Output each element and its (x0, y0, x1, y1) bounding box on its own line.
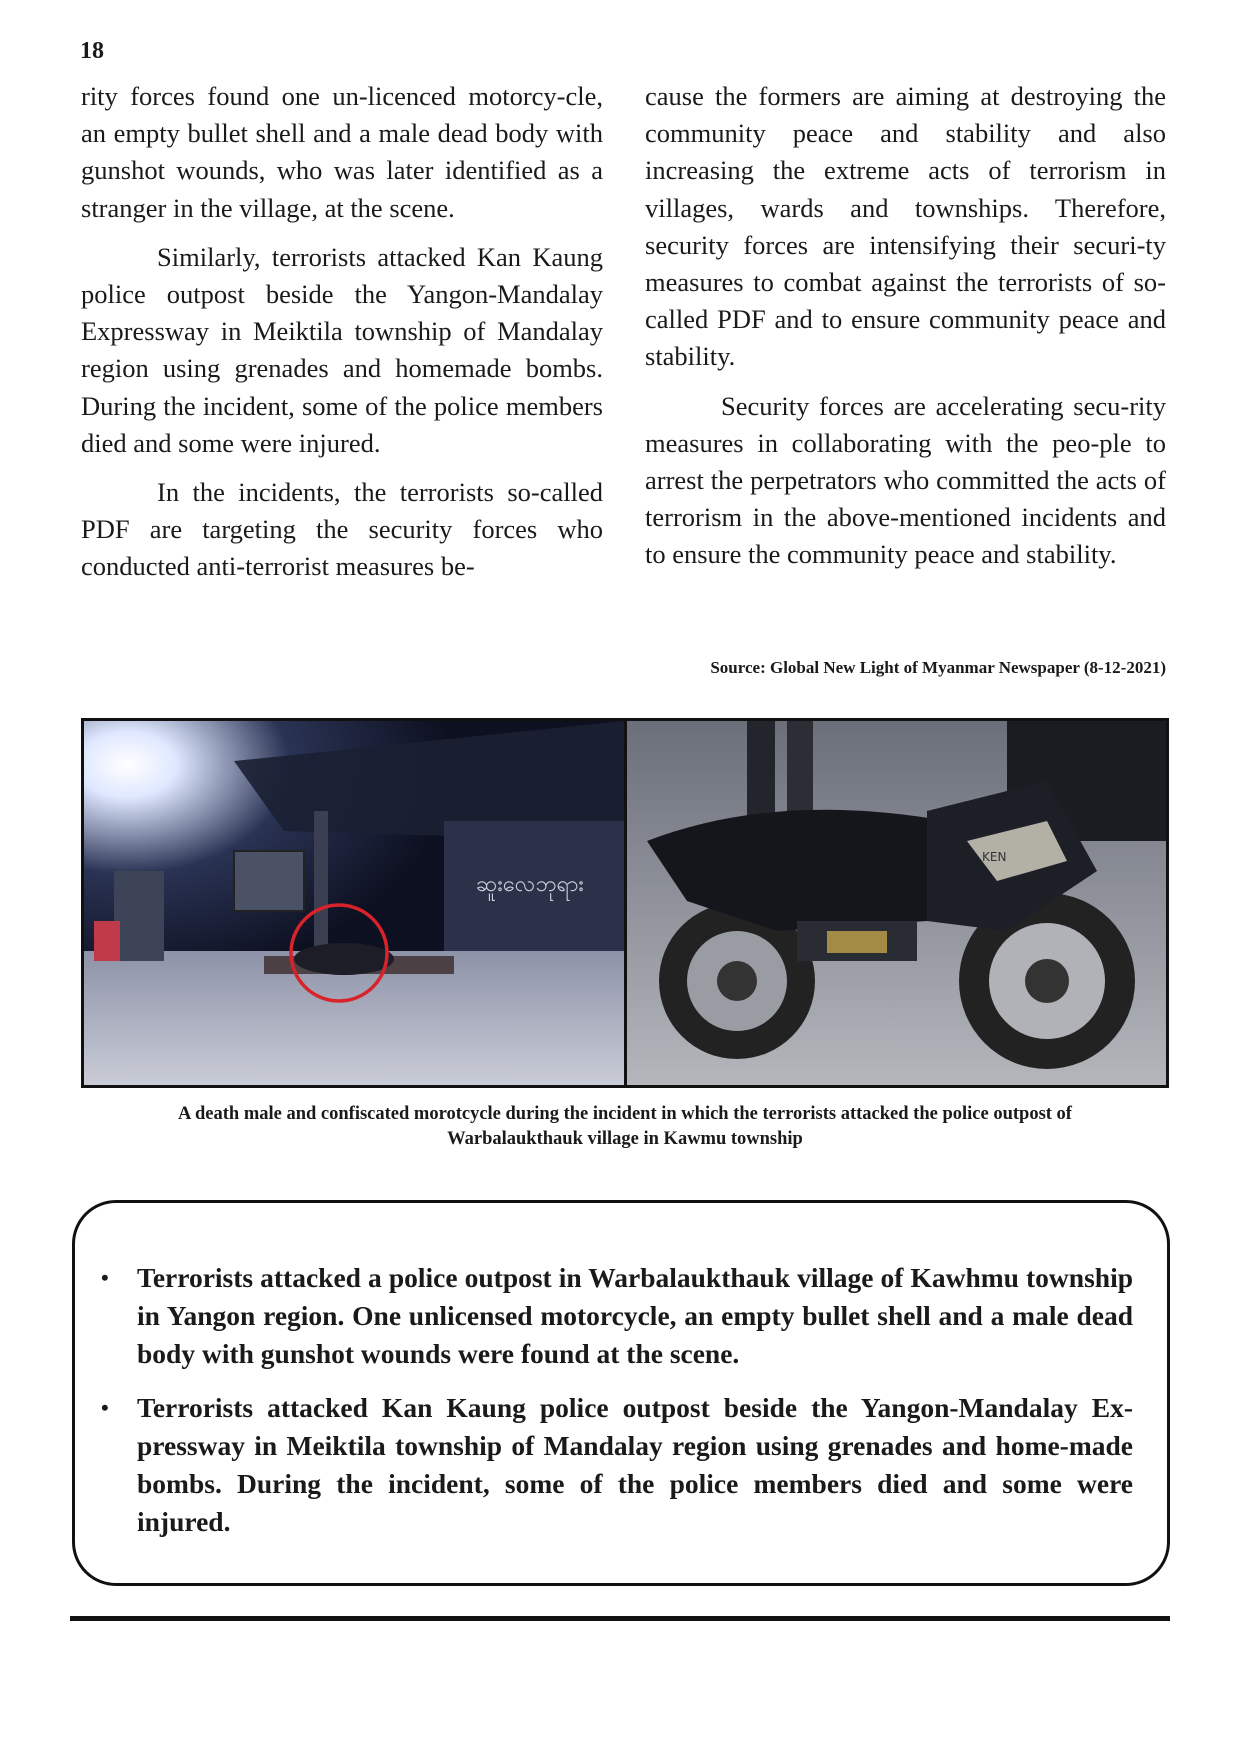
summary-item-text: Terrorists attacked a police outpost in Warbalaukthauk village of Kawhmu township in Yangon region. One unlicensed motorcycle, an empty bullet shell and a male dead body with gunshot wounds were found at the scene. (137, 1262, 1133, 1369)
wall-text: ဆူးလေဘုရား (476, 872, 584, 897)
summary-box (72, 1200, 1170, 1586)
left-paragraph-2: Similarly, terrorists attacked Kan Kaung police outpost beside the Yangon-Mandalay Expressway in Meiktila township of Mandalay region using grenades and homemade bombs. During the incident, some of the police members died and some were injured. (81, 241, 603, 458)
scene-photo (84, 721, 627, 1085)
left-paragraph-3: In the incidents, the terrorists so-called PDF are targeting the security forces who conducted anti-terrorist measures be- (81, 477, 603, 582)
summary-item-text: Terrorists attacked Kan Kaung police outpost beside the Yangon-Mandalay Ex-pressway in Meiktila township of Mandalay region using grenades and home-made bombs. During the incident, some of the police members died and some were injured. (137, 1392, 1133, 1537)
caption-line-2: Warbalaukthauk village in Kawmu township (447, 1129, 803, 1149)
summary-list (101, 1259, 1133, 1557)
photo-strip (81, 718, 1169, 1088)
bullet-icon: • (101, 1395, 109, 1420)
page-number: 18 (80, 38, 104, 64)
left-column (81, 78, 603, 598)
bike-badge: KEN (982, 850, 1007, 864)
right-paragraph-2: Security forces are accelerating secu-rity measures in collaborating with the peo-ple to arrest the perpetrators who committed the acts of terrorism in the above-mentioned incidents and to ensure the community peace and stability. (645, 390, 1166, 570)
photo-caption (81, 1102, 1169, 1152)
right-paragraph-1: cause the formers are aiming at destroying the community peace and stability and also increasing the extreme acts of terrorism in villages, wards and townships. Therefore, security forces are intensifying their securi-ty measures to combat against the terrorists of so-called PDF and to ensure community peace and stability. (645, 81, 1166, 372)
right-column (645, 78, 1166, 586)
motorcycle-photo-illustration (627, 721, 1166, 1085)
source-credit: Source: Global New Light of Myanmar Newspaper (8-12-2021) (710, 658, 1166, 677)
left-paragraph-1: rity forces found one un-licenced motorcy-cle, an empty bullet shell and a male dead body with gunshot wounds, who was later identified as a stranger in the village, at the scene. (81, 81, 603, 223)
caption-line-1: A death male and confiscated morotcycle during the incident in which the terrorists attacked the police outpost of (178, 1104, 1072, 1124)
summary-item (101, 1259, 1133, 1373)
bullet-icon: • (101, 1265, 109, 1290)
bottom-rule (70, 1616, 1170, 1621)
motorcycle-photo (627, 721, 1166, 1085)
summary-item (101, 1389, 1133, 1541)
scene-photo-illustration (84, 721, 624, 1085)
